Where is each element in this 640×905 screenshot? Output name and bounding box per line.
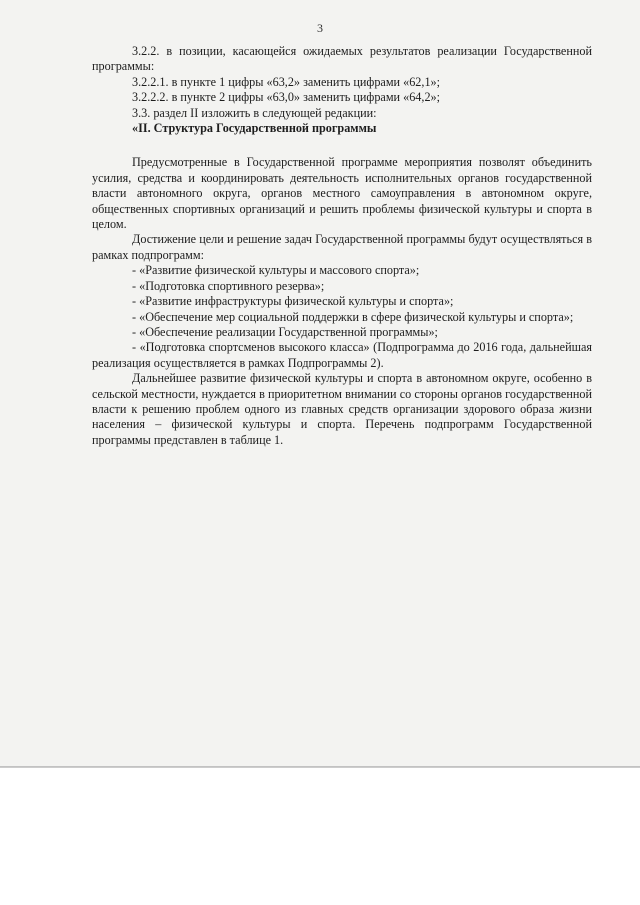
- list-item-subprogram-5: - «Обеспечение реализации Государственной программы»;: [132, 324, 438, 339]
- paragraph-3-2-2: 3.2.2. в позиции, касающейся ожидаемых результатов реализации Государственной программы:: [92, 44, 592, 74]
- body-paragraph-intro: Предусмотренные в Государственной программе мероприятия позволят объединить усилия, средства и координировать деятельность исполнительных органов государственной власти автономного округа, органов местного самоуправления в автономном округе, общественных спортивных организаций и решить проблемы физической культуры и спорта в целом.: [92, 155, 592, 232]
- document-body: [92, 44, 592, 448]
- paragraph-3-2-2-1: 3.2.2.1. в пункте 1 цифры «63,2» заменить цифрами «62,1»;: [132, 74, 441, 89]
- list-item-subprogram-4: - «Обеспечение мер социальной поддержки в сфере физической культуры и спорта»;: [132, 309, 574, 324]
- list-item-subprogram-6: - «Подготовка спортсменов высокого класса» (Подпрограмма до 2016 года, дальнейшая реализация осуществляется в рамках Подпрограммы 2).: [92, 340, 592, 370]
- paragraph-3-3: 3.3. раздел II изложить в следующей редакции:: [132, 105, 377, 120]
- body-paragraph-development: Дальнейшее развитие физической культуры и спорта в автономном округе, особенно в сельской местности, нуждается в приоритетном внимании со стороны органов государственной власти к решению проблем одного из главных средств организации здорового образа жизни населения – физической культуры и спорта. Перечень подпрограмм Государственной программы представлен в таблице 1.: [92, 371, 592, 447]
- section-heading: «II. Структура Государственной программы: [132, 121, 377, 136]
- page-bottom-edge: [0, 766, 640, 768]
- paragraph-3-2-2-2: 3.2.2.2. в пункте 2 цифры «63,0» заменить цифрами «64,2»;: [132, 90, 441, 105]
- body-paragraph-subprograms: Достижение цели и решение задач Государственной программы будут осуществляться в рамках подпрограмм:: [92, 232, 592, 262]
- list-item-subprogram-3: - «Развитие инфраструктуры физической культуры и спорта»;: [132, 294, 454, 309]
- list-item-subprogram-2: - «Подготовка спортивного резерва»;: [132, 278, 325, 293]
- page-number: 3: [317, 21, 323, 35]
- list-item-subprogram-1: - «Развитие физической культуры и массового спорта»;: [132, 263, 420, 278]
